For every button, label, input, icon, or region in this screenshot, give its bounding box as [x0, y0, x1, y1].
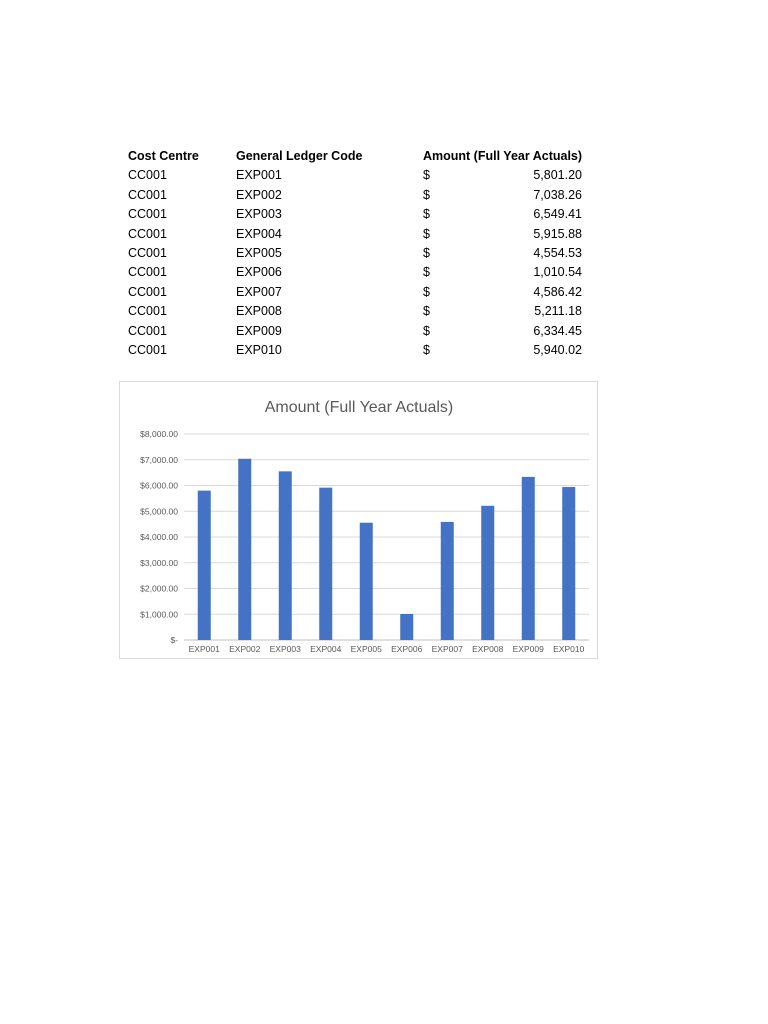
- x-tick-label: EXP003: [269, 644, 301, 654]
- bar-exp008: [481, 506, 494, 640]
- currency-symbol-cell: $: [423, 284, 430, 299]
- chart-y-axis: [140, 429, 178, 645]
- y-tick-label: $4,000.00: [140, 532, 178, 542]
- y-tick-label: $7,000.00: [140, 454, 178, 465]
- cost-centre-cell: CC001: [128, 265, 167, 280]
- chart-title: Amount (Full Year Actuals): [264, 399, 454, 416]
- cost-centre-cell: CC001: [128, 207, 167, 222]
- table-row: [128, 186, 584, 205]
- chart-x-axis: [189, 644, 585, 654]
- amount-cell: 6,334.45: [533, 323, 582, 338]
- gl-code-cell: EXP003: [236, 207, 282, 222]
- bar-exp003: [279, 471, 292, 640]
- currency-symbol-cell: $: [423, 207, 430, 222]
- amount-cell: 4,554.53: [533, 245, 582, 260]
- gl-code-cell: EXP010: [236, 342, 282, 357]
- ledger-table: [128, 147, 584, 360]
- bar-exp006: [400, 614, 413, 640]
- table-row: [128, 263, 584, 282]
- table-header-row: [128, 147, 584, 166]
- chart-canvas: [120, 382, 597, 658]
- gl-code-cell: EXP009: [236, 323, 282, 338]
- table-row: [128, 205, 584, 224]
- x-tick-label: EXP008: [472, 644, 504, 654]
- x-tick-label: EXP009: [512, 644, 544, 654]
- header-amount: Amount (Full Year Actuals): [423, 149, 583, 163]
- cost-centre-cell: CC001: [128, 342, 167, 357]
- amount-cell: 5,915.88: [533, 226, 582, 241]
- cost-centre-cell: CC001: [128, 323, 167, 338]
- cost-centre-cell: CC001: [128, 226, 167, 241]
- gl-code-cell: EXP001: [236, 168, 282, 183]
- x-tick-label: EXP004: [310, 644, 342, 654]
- amount-cell: 5,211.18: [534, 304, 582, 319]
- amount-cell: 4,586.42: [533, 284, 582, 299]
- amount-cell: 5,801.20: [533, 168, 582, 183]
- x-tick-label: EXP010: [553, 644, 585, 654]
- y-tick-label: $2,000.00: [140, 583, 178, 594]
- table-row: [128, 244, 584, 263]
- header-gl-code: General Ledger Code: [236, 149, 363, 163]
- amount-cell: 7,038.26: [533, 187, 582, 202]
- x-tick-label: EXP005: [350, 644, 382, 654]
- currency-symbol-cell: $: [423, 304, 430, 319]
- currency-symbol-cell: $: [423, 265, 430, 280]
- x-tick-label: EXP007: [431, 644, 463, 654]
- table-row: [128, 341, 584, 360]
- gl-code-cell: EXP008: [236, 304, 282, 319]
- cost-centre-cell: CC001: [128, 168, 167, 183]
- y-tick-label: $3,000.00: [140, 557, 178, 568]
- amount-cell: 6,549.41: [533, 207, 582, 222]
- gl-code-cell: EXP007: [236, 284, 282, 299]
- currency-symbol-cell: $: [423, 226, 430, 241]
- gl-code-cell: EXP002: [236, 187, 282, 202]
- table-row: [128, 225, 584, 244]
- table-row: [128, 283, 584, 302]
- cost-centre-cell: CC001: [128, 245, 167, 260]
- header-cost-centre: Cost Centre: [128, 149, 199, 163]
- bar-exp007: [441, 522, 454, 640]
- bar-exp001: [198, 491, 211, 640]
- bar-chart: [119, 381, 598, 659]
- amount-cell: 5,940.02: [533, 342, 582, 357]
- gl-code-cell: EXP004: [236, 226, 282, 241]
- y-tick-label: $1,000.00: [140, 609, 178, 620]
- table-row: [128, 302, 584, 321]
- bar-exp002: [238, 459, 251, 640]
- cost-centre-cell: CC001: [128, 304, 167, 319]
- y-tick-label: $-: [170, 635, 178, 645]
- y-tick-label: $8,000.00: [140, 429, 178, 439]
- gl-code-cell: EXP006: [236, 265, 282, 280]
- currency-symbol-cell: $: [423, 187, 430, 202]
- y-tick-label: $5,000.00: [140, 506, 178, 517]
- currency-symbol-cell: $: [423, 342, 430, 357]
- currency-symbol-cell: $: [423, 323, 430, 338]
- x-tick-label: EXP001: [188, 644, 220, 654]
- x-tick-label: EXP002: [229, 644, 261, 654]
- x-tick-label: EXP006: [391, 644, 423, 654]
- bar-exp010: [562, 487, 575, 640]
- bar-exp009: [522, 477, 535, 640]
- bar-exp004: [319, 488, 332, 640]
- bar-exp005: [360, 523, 373, 640]
- currency-symbol-cell: $: [423, 168, 430, 183]
- cost-centre-cell: CC001: [128, 284, 167, 299]
- y-tick-label: $6,000.00: [140, 480, 178, 491]
- gl-code-cell: EXP005: [236, 245, 282, 260]
- table-row: [128, 322, 584, 341]
- table-body: [128, 166, 584, 360]
- table-row: [128, 166, 584, 185]
- amount-cell: 1,010.54: [533, 265, 582, 280]
- cost-centre-cell: CC001: [128, 187, 167, 202]
- currency-symbol-cell: $: [423, 245, 430, 260]
